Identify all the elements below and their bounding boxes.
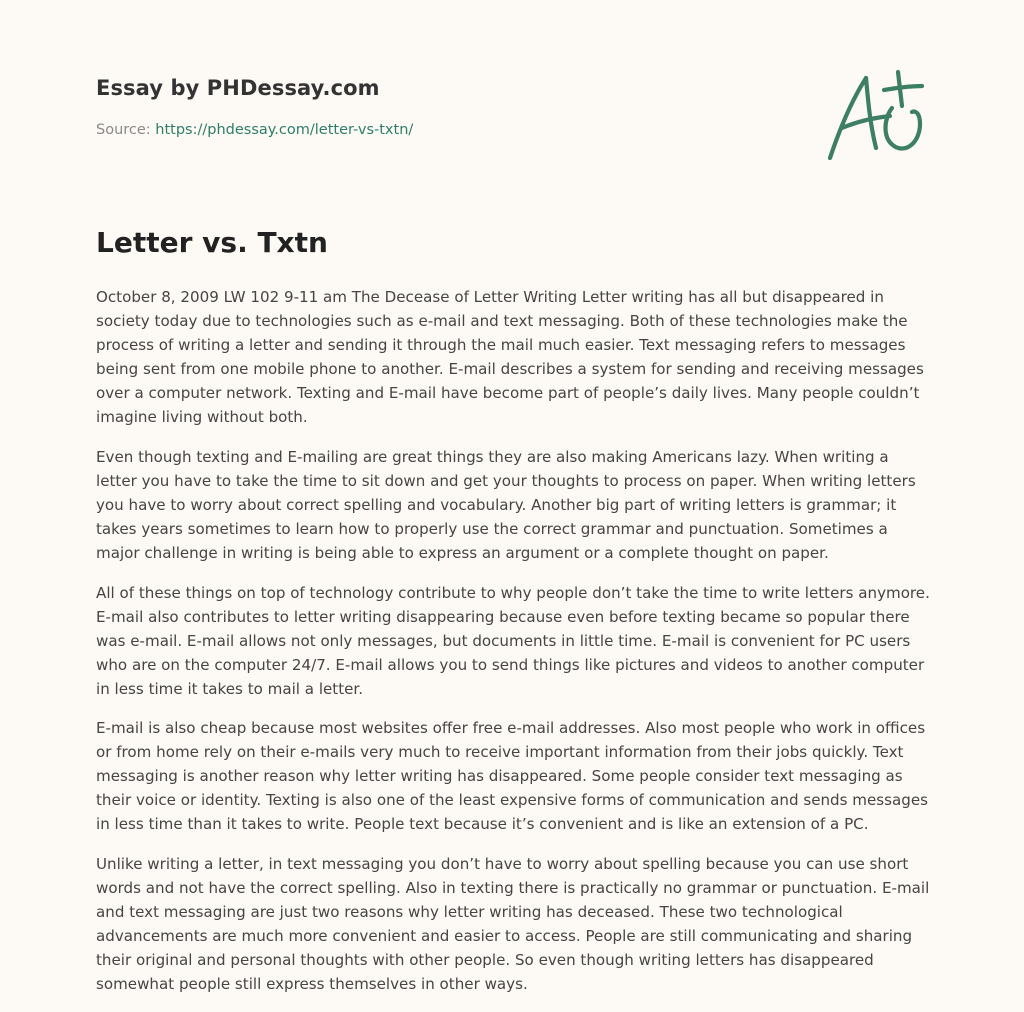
- source-label: Source:: [96, 122, 156, 138]
- paragraph: Even though texting and E-mailing are great things they are also making Americans lazy. When writing a letter you have to take the time to sit down and get your thoughts to process on paper. When writing letters you have to worry about correct spelling and vocabulary. Another big part of writing letters is grammar; it takes years sometimes to learn how to properly use the correct grammar and punctuation. Sometimes a major challenge in writing is being able to express an argument or a complete thought on paper.: [96, 447, 916, 562]
- paragraph: Unlike writing a letter, in text messaging you don’t have to worry about spelling because you can use short words and not have the correct spelling. Also in texting there is practically no grammar or punctuation. E-mail and text messaging are just two reasons why letter writing has deceased. These two technological advancements are much more convenient and easier to access. People are still communicating and sharing their original and personal thoughts with other people. So even though writing letters has disappeared somewhat people still express themselves in other ways.: [96, 855, 930, 994]
- a-plus-grade-icon: [822, 66, 932, 166]
- paragraph: E-mail is also cheap because most websites offer free e-mail addresses. Also most people who work in offices or from home rely on their e-mails very much to receive important information from their jobs quickly. Text messaging is another reason why letter writing has disappeared. Some people consider text messaging as their voice or identity. Texting is also one of the least expensive forms of communication and sends messages in less time than it takes to write. People text because it’s convenient and is like an extension of a PC.: [96, 719, 928, 834]
- paragraph: October 8, 2009 LW 102 9-11 am The Decease of Letter Writing Letter writing has all but disappeared in society today due to technologies such as e-mail and text messaging. Both of these technologies make the process of writing a letter and sending it through the mail much easier. Text messaging refers to messages being sent from one mobile phone to another. E-mail describes a system for sending and receiving messages over a computer network. Texting and E-mail have become part of people’s daily lives. Many people couldn’t imagine living without both.: [96, 288, 924, 426]
- page-header: [96, 76, 928, 138]
- paragraph: All of these things on top of technology contribute to why people don’t take the time to write letters anymore. E-mail also contributes to letter writing disappearing because even before texting became so popular there was e-mail. E-mail allows not only messages, but documents in little time. E-mail is convenient for PC users who are on the computer 24/7. E-mail allows you to send things like pictures and videos to another computer in less time it takes to mail a letter.: [96, 583, 930, 698]
- essay-title: Letter vs. Txtn: [96, 226, 328, 259]
- essay-body: [96, 285, 930, 1012]
- source-link[interactable]: https://phdessay.com/letter-vs-txtn/: [155, 122, 414, 138]
- source-line: [96, 122, 928, 138]
- site-title: Essay by PHDessay.com: [96, 76, 380, 100]
